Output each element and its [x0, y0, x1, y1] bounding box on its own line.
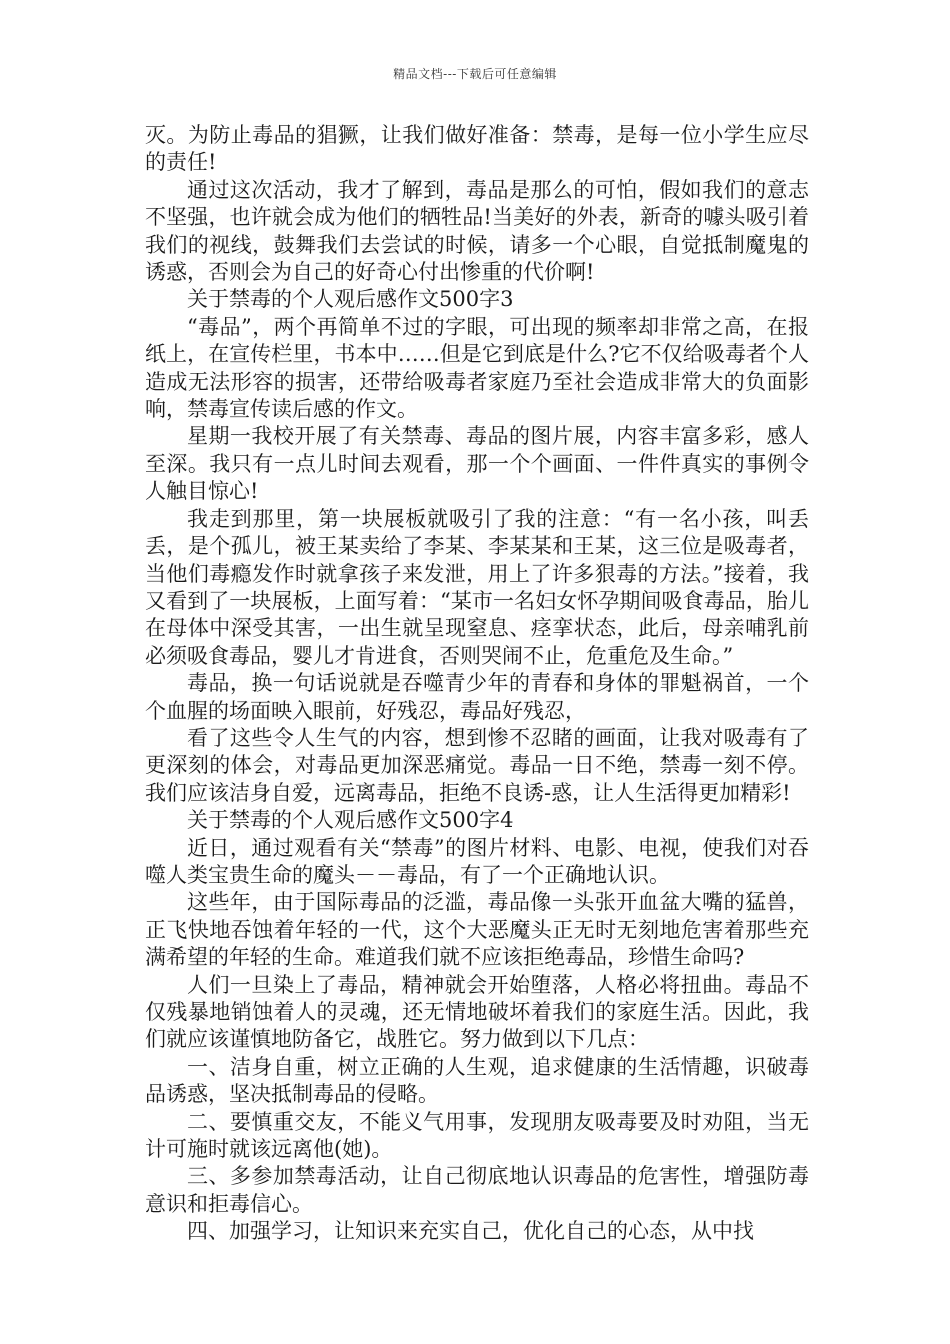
paragraph-5: 我走到那里，第一块展板就吸引了我的注意：“有一名小孩，叫丢丢，是个孤儿，被王某卖给了李某、李某某和王某，这三位是吸毒者，当他们毒瘾发作时就拿孩子来发泄，用上了许多狠毒的方法。”接着，我又看到了一块展板，上面写着：“某市一名妇女怀孕期间吸食毒品，胎儿在母体中深受其害，一出生就呈现窒息、痉挛状态，此后，母亲哺乳前必须吸食毒品，婴儿才肯进食，否则哭闹不止，危重危及生命。” [145, 506, 809, 668]
paragraph-14: 四、加强学习，让知识来充实自己，优化自己的心态，从中找 [187, 1219, 754, 1244]
paragraph-8: 近日，通过观看有关“禁毒”的图片材料、电影、电视，使我们对吞噬人类宝贵生命的魔头－－毒品，有了一个正确地认识。 [145, 835, 809, 887]
paragraph-13: 三、多参加禁毒活动，让自己彻底地认识毒品的危害性，增强防毒意识和拒毒信心。 [145, 1164, 809, 1216]
paragraph-4: 星期一我校开展了有关禁毒、毒品的图片展，内容丰富多彩，感人至深。我只有一点儿时间去观看，那一个个画面、一件件真实的事例令人触目惊心! [145, 424, 809, 504]
paragraph-9: 这些年，由于国际毒品的泛滥，毒品像一头张开血盆大嘴的猛兽，正飞快地吞蚀着年轻的一代，这个大恶魔头正无时无刻地危害着那些充满希望的年轻的生命。难道我们就不应该拒绝毒品，珍惜生命吗? [145, 890, 809, 970]
paragraph-12: 二、要慎重交友，不能义气用事，发现朋友吸毒要及时劝阻，当无计可施时就该远离他(她)。 [145, 1109, 809, 1162]
paragraph-3: “毒品”，两个再简单不过的字眼，可出现的频率却非常之高，在报纸上，在宣传栏里，书本中……但是它到底是什么?它不仅给吸毒者个人造成无法形容的损害，还带给吸毒者家庭乃至社会造成非常大的负面影响，禁毒宣传读后感的作文。 [145, 314, 809, 422]
section-heading-4: 关于禁毒的个人观后感作文500字4 [187, 808, 514, 833]
section-heading-3: 关于禁毒的个人观后感作文500字3 [187, 287, 514, 312]
paragraph-10: 人们一旦染上了毒品，精神就会开始堕落，人格必将扭曲。毒品不仅残暴地销蚀着人的灵魂，还无情地破坏着我们的家庭生活。因此，我们就应该谨慎地防备它，战胜它。努力做到以下几点： [145, 972, 809, 1052]
document-body [145, 122, 809, 1246]
page-header: 精品文档---下载后可任意编辑 [393, 67, 557, 81]
paragraph-2: 通过这次活动，我才了解到，毒品是那么的可怕，假如我们的意志不坚强，也许就会成为他们的牺牲品!当美好的外表，新奇的噱头吸引着我们的视线，鼓舞我们去尝试的时候，请多一个心眼，自觉抵制魔鬼的诱惑，否则会为自己的好奇心付出惨重的代价啊! [145, 177, 809, 285]
paragraph-6: 毒品，换一句话说就是吞噬青少年的青春和身体的罪魁祸首，一个个血腥的场面映入眼前，好残忍，毒品好残忍， [145, 671, 809, 723]
paragraph-1: 灭。为防止毒品的猖獗，让我们做好准备：禁毒，是每一位小学生应尽的责任! [145, 123, 809, 175]
paragraph-11: 一、洁身自重，树立正确的人生观，追求健康的生活情趣，识破毒品诱惑，坚决抵制毒品的侵略。 [145, 1054, 809, 1107]
paragraph-7: 看了这些令人生气的内容，想到惨不忍睹的画面，让我对吸毒有了更深刻的体会，对毒品更加深恶痛觉。毒品一日不绝，禁毒一刻不停。我们应该洁身自爱，远离毒品，拒绝不良诱-惑，让人生活得更加精彩! [145, 725, 809, 805]
